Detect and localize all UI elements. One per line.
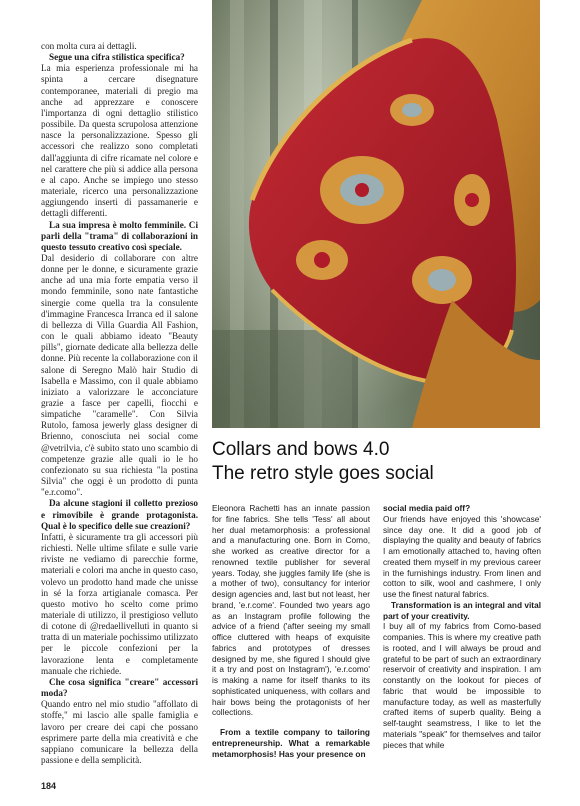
interview-answer: Quando entro nel mio studio "affollato di stoffe," mi lascio alle spalle famiglia e lavoro per creare dei capi che possano esprimere parte della mia creatività e che sappiano comunicare la bellezza della passione e della semplicità. xyxy=(41,699,198,765)
interview-question: social media paid off? xyxy=(383,503,471,513)
interview-question: Transformation is an integral and vital part of your creativity. xyxy=(383,599,541,621)
interview-question: La sua impresa è molto femminile. Ci parli della "trama" di collaborazioni in questo tessuto creativo così speciale. xyxy=(41,219,198,252)
english-text-column-1 xyxy=(212,503,370,783)
interview-answer: La mia esperienza professionale mi ha spinta a cercare disegnature contemporanee, materiali di pregio ma anche ad apprezzare e conoscere l'importanza di ogni dettaglio stilistico possibile. Da questa scrupolosa attenzione nasce la personalizzazione. Spesso gli accessori che realizzo sono completati dall'aggiunta di cifre ricamate nel colore e nel carattere che più si addice alla persona e al capo. Anche se impiego uno stesso materiale, ricerco una personalizzazione aggiungendo inserti di passamanerie e dettagli differenti. xyxy=(41,63,198,219)
collar-photo xyxy=(212,0,540,428)
article-headline xyxy=(212,438,542,486)
paragraph: Eleonora Rachetti has an innate passion for fine fabrics. She tells 'Tess' all about her dual metamorphosis: a professional and a manufacturing one. Born in Como, she worked as creative director for a renowned textile publisher for several years. Today, she juggles family life (she is a mother of two), consultancy for interior design agencies and, last but not least, her brand, 'e.r.come'. Founded two years ago as an Instagram profile following the advice of a friend ('after seeing my small office cluttered with heaps of exquisite fabrics and prototypes of dresses designed by me, she figured I should give it a try and post on Instagram'), 'e.r.como' is making a name for itself thanks to its sophisticated uniqueness, with collars and hair bows being the protagonists of her collections. xyxy=(212,503,370,718)
interview-question: Segue una cifra stilistica specifica? xyxy=(49,52,185,63)
headline-line-2: The retro style goes social xyxy=(212,463,434,484)
interview-answer: I buy all of my fabrics from Como-based companies. This is where my creative path is rooted, and I will always be proud and grateful to be part of such an extraordinary reservoir of creativity and inspiration. I am constantly on the lookout for pieces of fabric that would be impossible to manufacture today, as well as masterfully crafted items of superb quality. Being a self-taught seamstress, I like to let the materials "speak" for themselves and tailor pieces that while xyxy=(383,621,541,750)
interview-answer: Infatti, è sicuramente tra gli accessori più richiesti. Nelle ultime sfilate e sulle varie riviste ne vediamo di parecchie forme, materiali e colori ma anche in questo caso, volevo un prodotto hand made che unisse in sé la forza artigianale comasca. Per questo motivo ho scelto come primo materiale di utilizzo, il prestigioso velluto di cotone di @redaellivelluti in quanto si tratta di un materiale pochissimo utilizzato per le piccole confezioni per la lavorazione lenta e completamente manuale che richiede. xyxy=(41,531,198,676)
italian-text-column xyxy=(41,41,198,782)
collar-photo-illustration xyxy=(212,0,540,428)
page-number: 184 xyxy=(41,781,57,791)
paragraph: con molta cura ai dettagli. xyxy=(41,41,137,51)
interview-question: Che cosa significa "creare" accessori moda? xyxy=(41,676,198,699)
interview-answer: Dal desiderio di collaborare con altre donne per le donne, e sicuramente grazie anche ad una mia forte empatia verso il mondo femminile, sono nate fantastiche sinergie come quella tra la consulente d'immagine Francesca Irranca ed il salone di bellezza di Villa Guardia All Fashion, con le quali abbiamo ideato "Beauty pills", giornate dedicate alla bellezza delle donne. Più recente la collaborazione con il salone di Seregno Malò hair Studio di Isabella e Massimo, con il quale abbiamo iniziato a valorizzare le acconciature grazie a fasce per capelli, fiocchi e simpatiche "caramelle". Con Silvia Rutolo, famosa jewerly glass designer di Brienno, conosciuta nei social come @vetrilvia, c'è subito stato uno scambio di competenze grazie alle quali io le ho confezionato su sua richiesta "la postina Silvia" che oggi è un prodotto di punta "e.r.como". xyxy=(41,252,198,498)
interview-question: From a textile company to tailoring entrepreneurship. What a remarkable metamorphosis! Has your presence on xyxy=(212,727,370,759)
interview-answer: Our friends have enjoyed this 'showcase' since day one. It did a good job of displaying the quality and beauty of fabrics I am emotionally attached to, having often created them myself in my previous career in the furnishings industry. From linen and cotton to silk, wool and cashmere, I only use the finest natural fabrics. xyxy=(383,513,541,599)
headline-line-1: Collars and bows 4.0 xyxy=(212,439,390,460)
interview-question: Da alcune stagioni il colletto prezioso e rimovibile è grande protagonista. Qual è lo specifico delle sue creazioni? xyxy=(41,498,198,531)
english-text-column-2 xyxy=(383,503,541,783)
